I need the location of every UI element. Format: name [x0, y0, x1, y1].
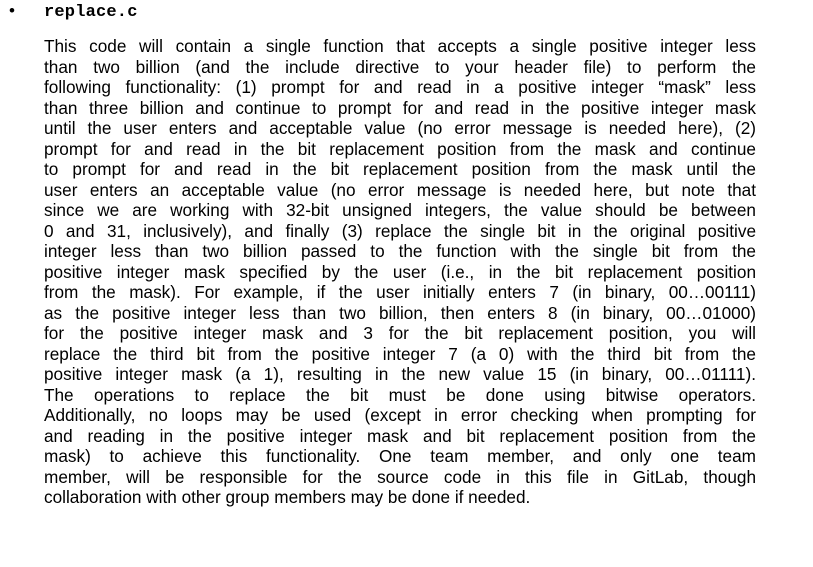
- description-line: replace the third bit from the positive integer 7 (a 0) with the third bit from the: [44, 343, 756, 364]
- description-line: since we are working with 32-bit unsigned integers, the value should be between: [44, 200, 756, 220]
- description-line: member, will be responsible for the source code in this file in GitLab, though: [44, 466, 756, 487]
- description-line: positive integer mask specified by the user (i.e., in the bit replacement position: [44, 261, 756, 282]
- description-line: 0 and 31, inclusively), and finally (3) replace the single bit in the original positive: [44, 220, 756, 241]
- description-line: and reading in the positive integer mask and bit replacement position from the: [44, 425, 756, 446]
- description-line: This code will contain a single function that accepts a single positive integer less: [44, 36, 756, 56]
- description-line: integer less than two billion passed to the function with the single bit from the: [44, 241, 756, 261]
- description-line: positive integer mask (a 1), resulting in the new value 15 (in binary, 00…01111).: [44, 364, 756, 384]
- description-line: following functionality: (1) prompt for and read in a positive integer “mask” less: [44, 77, 756, 97]
- description-line: mask) to achieve this functionality. One team member, and only one team: [44, 446, 756, 466]
- description-line: The operations to replace the bit must be done using bitwise operators.: [44, 384, 756, 405]
- bullet-marker: •: [9, 1, 15, 20]
- description-paragraph: [44, 36, 756, 508]
- description-line: until the user enters and acceptable value (no error message is needed here), (2): [44, 118, 756, 138]
- description-line: for the positive integer mask and 3 for the bit replacement position, you will: [44, 323, 756, 343]
- description-line: Additionally, no loops may be used (except in error checking when prompting for: [44, 405, 756, 425]
- description-line: as the positive integer less than two billion, then enters 8 (in binary, 00…01000): [44, 302, 756, 323]
- description-line: prompt for and read in the bit replacement position from the mask and continue: [44, 138, 756, 159]
- filename-heading: replace.c: [44, 3, 138, 22]
- description-line: collaboration with other group members may be done if needed.: [44, 487, 531, 507]
- description-line: than three billion and continue to prompt for and read in the positive integer mask: [44, 97, 756, 118]
- description-line: than two billion (and the include directive to your header file) to perform the: [44, 56, 756, 77]
- description-line: to prompt for and read in the bit replacement position from the mask until the: [44, 159, 756, 179]
- description-line: user enters an acceptable value (no error message is needed here, but note that: [44, 179, 756, 200]
- description-line: from the mask). For example, if the user initially enters 7 (in binary, 00…00111): [44, 282, 756, 302]
